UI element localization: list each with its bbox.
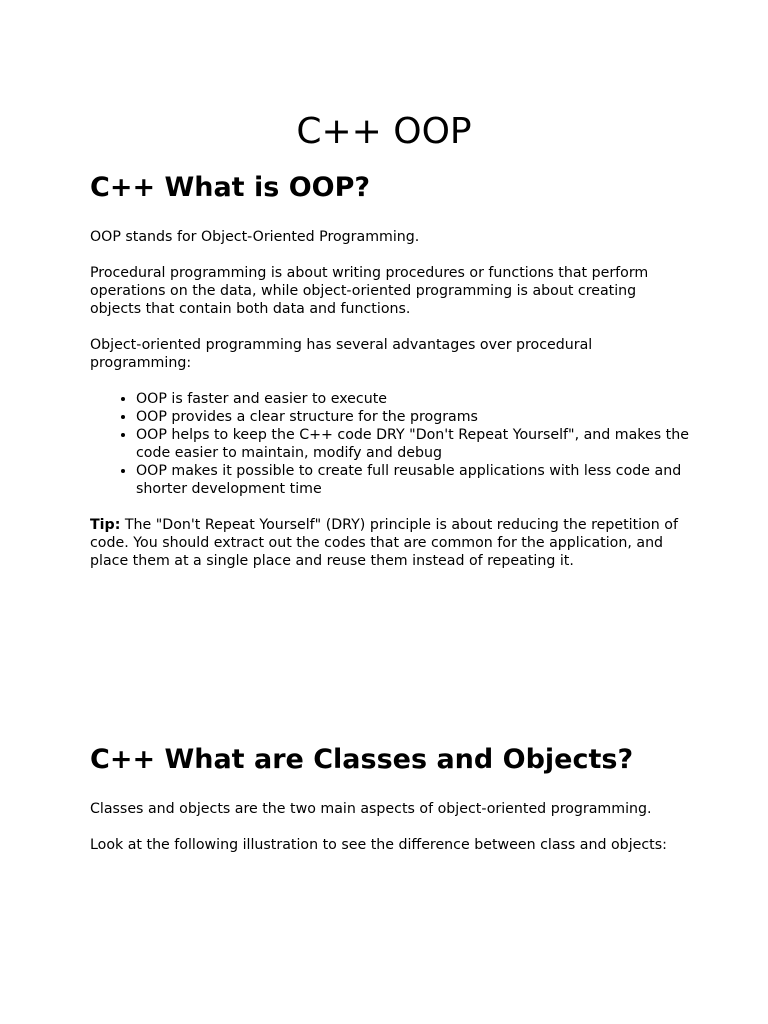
list-item: • OOP provides a clear structure for the programs [136, 408, 690, 426]
tip-paragraph [90, 516, 690, 570]
advantages-list [90, 390, 690, 498]
oop-definition-paragraph: OOP stands for Object-Oriented Programming. [90, 229, 420, 245]
advantages-intro-paragraph: Object-oriented programming has several advantages over procedural programming: [90, 337, 593, 371]
section-what-is-oop [90, 170, 690, 570]
list-item: • OOP makes it possible to create full reusable applications with less code and shorter development time [136, 462, 690, 498]
list-item: • OOP is faster and easier to execute [136, 390, 690, 408]
illustration-intro-paragraph: Look at the following illustration to see the difference between class and objects: [90, 837, 667, 853]
document-title: C++ OOP [296, 111, 472, 152]
section-heading-classes-objects: C++ What are Classes and Objects? [90, 744, 634, 775]
section-heading-what-is-oop: C++ What is OOP? [90, 172, 371, 203]
procedural-paragraph: Procedural programming is about writing procedures or functions that perform operations on the data, while object-oriented programming is about creating objects that contain both data and functions. [90, 265, 649, 317]
tip-text: The "Don't Repeat Yourself" (DRY) principle is about reducing the repetition of code. You should extract out the codes that are common for the application, and place them at a single place and reuse them instead of repeating it. [90, 517, 678, 569]
classes-intro-paragraph: Classes and objects are the two main aspects of object-oriented programming. [90, 801, 652, 817]
tip-label: Tip: [90, 517, 121, 533]
list-item: • OOP helps to keep the C++ code DRY "Don't Repeat Yourself", and makes the code easier to maintain, modify and debug [136, 426, 690, 462]
section-classes-objects [90, 742, 690, 854]
